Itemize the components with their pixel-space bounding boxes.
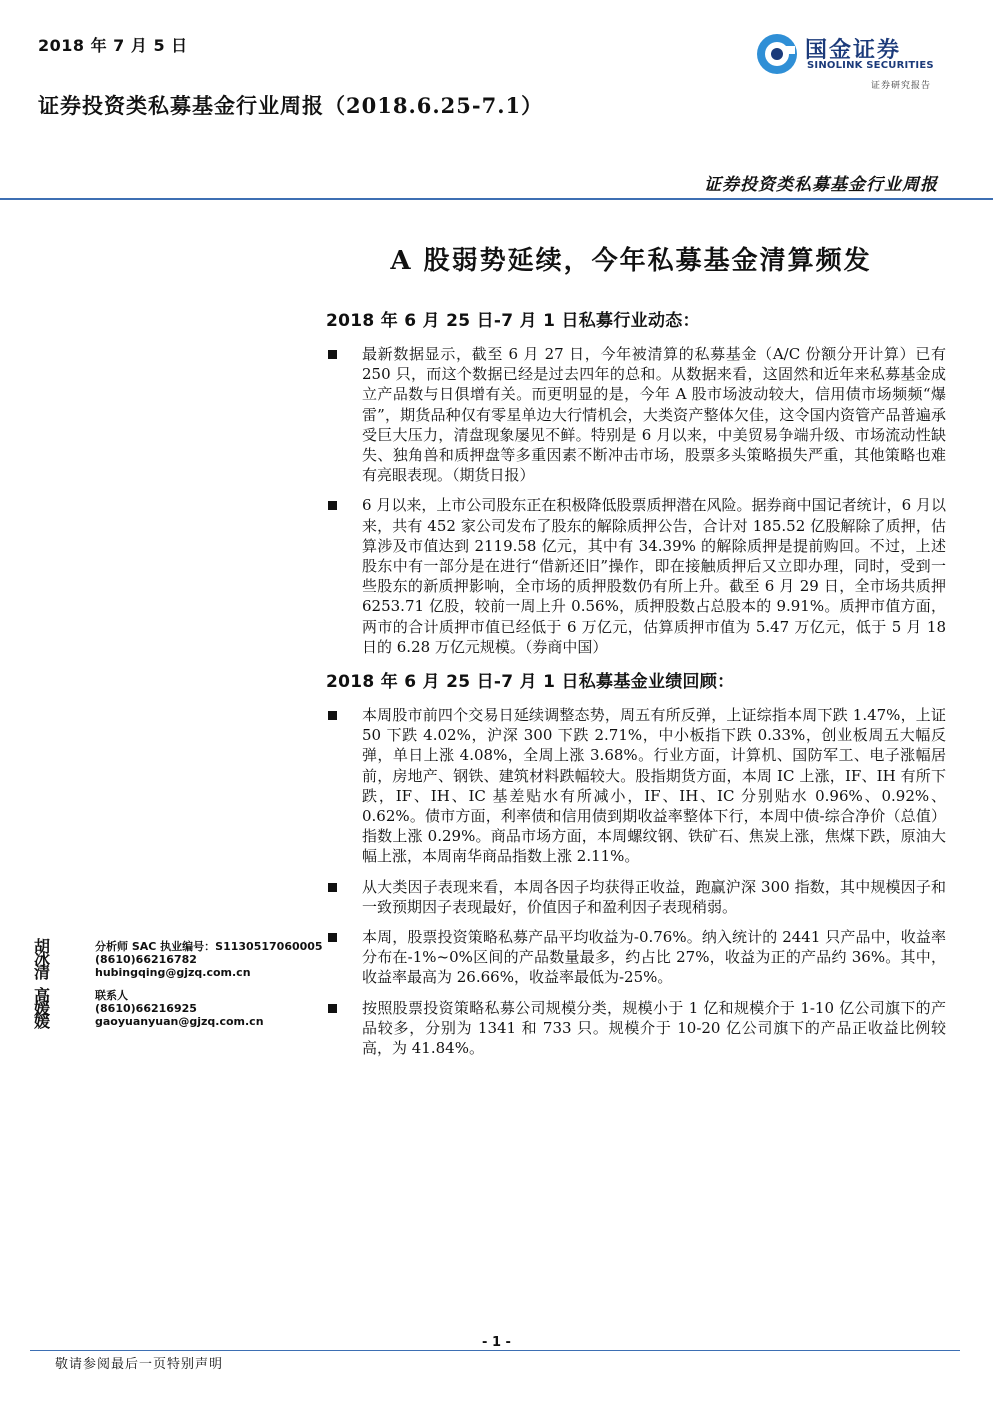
list-item [326, 877, 946, 917]
bullet-text: 本周，股票投资策略私募产品平均收益为-0.76%。纳入统计的 2441 只产品中，收益率分布在-1%~0%区间的产品数量最多，约占比 27%，收益为正的产品约 36%。其中，收益率最高为 26.66%，收益率最低为-25%。 [362, 928, 946, 987]
bullet-square-icon [328, 1004, 337, 1013]
analyst-phone: (8610)66216782 [95, 953, 197, 966]
header-divider [0, 198, 993, 200]
disclaimer-note: 敬请参阅最后一页特别声明 [55, 1357, 224, 1372]
list-item [326, 495, 946, 657]
bullet-square-icon [328, 711, 337, 720]
analyst-info [95, 940, 323, 979]
company-logo [755, 30, 945, 94]
logo-tagline: 证券研究报告 [871, 81, 932, 91]
section-heading-performance: 2018 年 6 月 25 日-7 月 1 日私募基金业绩回顾： [326, 672, 735, 693]
analyst-name: 胡冰清 [34, 937, 52, 982]
report-date: 2018 年 7 月 5 日 [38, 36, 188, 55]
analyst-name: 高媛媛 [34, 986, 52, 1031]
section-heading-dynamics: 2018 年 6 月 25 日-7 月 1 日私募行业动态： [326, 311, 700, 331]
bullet-square-icon [328, 933, 337, 942]
analyst-info [95, 989, 264, 1028]
series-name: 证券投资类私募基金行业周报 [704, 175, 938, 195]
analyst-phone: (8610)66216925 [95, 1002, 197, 1015]
bullet-text: 从大类因子表现来看，本周各因子均获得正收益，跑赢沪深 300 指数，其中规模因子和一致预期因子表现最好，价值因子和盈利因子表现稍弱。 [362, 877, 946, 916]
analyst-email[interactable]: hubingqing@gjzq.com.cn [95, 966, 251, 979]
bullet-square-icon [328, 501, 337, 510]
report-title: 证券投资类私募基金行业周报（2018.6.25-7.1） [38, 93, 544, 118]
list-item [326, 927, 946, 988]
logo-name-en: SINOLINK SECURITIES [807, 60, 934, 71]
analyst-role: 分析师 SAC 执业编号：S1130517060005 [95, 940, 323, 953]
analyst-role: 联系人 [95, 989, 128, 1002]
list-item [326, 344, 946, 485]
footer-divider [30, 1350, 960, 1351]
main-title: A 股弱势延续，今年私募基金清算频发 [390, 246, 872, 276]
bullet-text: 按照股票投资策略私募公司规模分类，规模小于 1 亿和规模介于 1-10 亿公司旗下的产品较多，分别为 1341 和 733 只。规模介于 10-20 亿公司旗下的产品正收益比例较高，为 41.84%。 [362, 998, 946, 1058]
bullet-text: 6 月以来，上市公司股东正在积极降低股票质押潜在风险。据券商中国记者统计，6 月以来，共有 452 家公司发布了股东的解除质押公告，合计对 185.52 亿股解除了质押，估算涉及市值达到 2119.58 亿元，其中有 34.39% 的解除质押是提前购回。不过，上述股东中有一部分是在进行“借新还旧”操作，即在接触质押后又立即办理，同时，受到一些股东的新质押影响，全市场的质押股数仍有所上升。截至 6 月 29 日，全市场共质押 6253.71 亿股，较前一周上升 0.56%，质押股数占总股本的 9.91%。质押市值方面，两市的合计质押市值已经低于 6 万亿元，估算质押市值为 5.47 万亿元，低于 5 月 18 日的 6.28 万亿元规模。（券商中国） [362, 496, 946, 656]
bullet-text: 本周股市前四个交易日延续调整态势，周五有所反弹，上证综指本周下跌 1.47%，上证 50 下跌 4.02%，沪深 300 下跌 2.71%，中小板指下跌 0.33%，创业板周五大幅反弹，单日上涨 4.08%，全周上涨 3.68%。行业方面，计算机、国防军工、电子涨幅居前，房地产、钢铁、建筑材料跌幅较大。股指期货方面，本周 IC 上涨，IF、IH 有所下跌，IF、IH、IC 基差贴水有所减小，IF、IH、IC 分别贴水 0.96%、0.92%、0.62%。债市方面，利率债和信用债到期收益率整体下行，本周中债-综合净价（总值）指数上涨 0.29%。商品市场方面，本周螺纹钢、铁矿石、焦炭上涨，焦煤下跌，原油大幅上涨，本周南华商品指数上涨 2.11%。 [362, 706, 946, 866]
sinolink-logo-icon [755, 32, 799, 76]
bullet-square-icon [328, 350, 337, 359]
report-body [326, 306, 946, 1068]
list-item [326, 998, 946, 1059]
bullet-text: 最新数据显示，截至 6 月 27 日，今年被清算的私募基金（A/C 份额分开计算）已有 250 只，而这个数据已经是过去四年的总和。从数据来看，这固然和近年来私募基金成立产品数与日俱增有关。而更明显的是，今年 A 股市场波动较大，信用债市场频频“爆雷”，期货品种仅有零星单边大行情机会，大类资产整体欠佳，这令国内资管产品普遍承受巨大压力，清盘现象屡见不鲜。特别是 6 月以来，中美贸易争端升级、市场流动性缺失、独角兽和质押盘等多重因素不断冲击市场，股票多头策略损失严重，其他策略也难有亮眼表现。（期货日报） [362, 345, 946, 485]
logo-name-cn: 国金证券 [805, 38, 902, 63]
analyst-email[interactable]: gaoyuanyuan@gjzq.com.cn [95, 1015, 264, 1028]
bullet-square-icon [328, 883, 337, 892]
list-item [326, 705, 946, 867]
page-number: - 1 - [482, 1335, 511, 1350]
